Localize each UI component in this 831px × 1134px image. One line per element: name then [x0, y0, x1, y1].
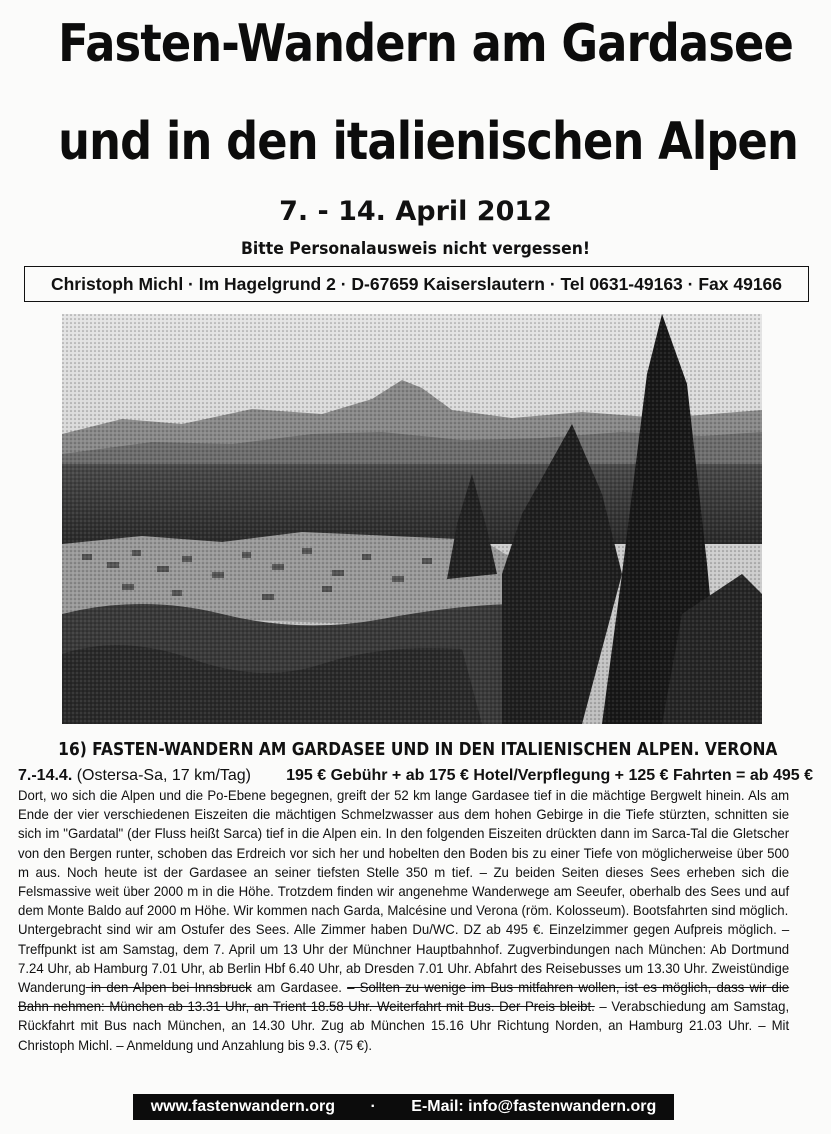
- description-paragraph-2: [18, 920, 789, 1054]
- footer-bar: [133, 1094, 674, 1120]
- title-line-2: und in den italienischen Alpen: [58, 112, 798, 172]
- trip-dates-info: [18, 766, 251, 786]
- para2-part-c: – Verabschiedung am Samstag, Rückfahrt mit Bus nach München, an 14.30 Uhr. Zug ab München 15.16 Uhr Richtung Norden, an Hamburg 21.03 Uhr. – Mit Christoph Michl. – Anmeldung und Anzahlung bis 9.3. (75 €).: [18, 999, 790, 1053]
- price-line: [18, 766, 813, 786]
- trip-prices: 195 € Gebühr + ab 175 € Hotel/Verpflegung + 125 € Fahrten = ab 495 €: [286, 767, 813, 784]
- para2-struck-1: in den Alpen bei Innsbruck: [85, 980, 252, 996]
- contact-text: Christoph Michl · Im Hagelgrund 2 · D-67659 Kaiserslautern · Tel 0631-49163 · Fax 49166: [50, 273, 783, 294]
- trip-date: 7. - 14. April 2012: [279, 196, 552, 227]
- para2-part-a: Untergebracht sind wir am Ostufer des Sees. Alle Zimmer haben Du/WC. DZ ab 495 €. Einzelzimmer gegen Aufpreis möglich. – Treffpunkt ist am Samstag, dem 7. April um 13 Uhr der Münchner Hauptbahnhof. Zugverbindungen nach München: Ab Dortmund 7.24 Uhr, ab Hamburg 7.01 Uhr, ab Berlin Hbf 6.40 Uhr, ab Dresden 7.01 Uhr. Abfahrt des Reisebusses um 13.30 Uhr. Zweistündige Wanderung: [18, 922, 790, 996]
- contact-box: [24, 266, 809, 302]
- landscape-image: [62, 314, 762, 724]
- lake-garda-photo: [62, 314, 762, 724]
- footer-separator: ·: [370, 1098, 376, 1115]
- section-heading: 16) FASTEN-WANDERN AM GARDASEE UND IN DEN ITALIENISCHEN ALPEN. VERONA: [58, 739, 778, 760]
- description-body: [18, 786, 789, 1055]
- title-line-1: Fasten-Wandern am Gardasee: [58, 14, 793, 74]
- website-link[interactable]: www.fastenwandern.org: [150, 1098, 336, 1115]
- trip-dates: 7.-14.4.: [18, 767, 73, 784]
- trip-info: (Ostersa-Sa, 17 km/Tag): [76, 767, 251, 784]
- email-link[interactable]: E-Mail: info@fastenwandern.org: [411, 1098, 657, 1115]
- id-reminder-note: Bitte Personalausweis nicht vergessen!: [241, 239, 590, 259]
- para2-part-b: am Gardasee.: [251, 980, 348, 996]
- para2-struck-2: – Sollten zu wenige im Bus mitfahren wollen, ist es möglich, dass wir die Bahn nehmen: München ab 13.31 Uhr, an Trient 18.58 Uhr. Weiterfahrt mit Bus. Der Preis bleibt.: [18, 980, 790, 1015]
- description-paragraph-1: Dort, wo sich die Alpen und die Po-Ebene begegnen, greift der 52 km lange Gardasee tief in die mächtige Bergwelt hinein. Als am Ende der vier verschiedenen Eiszeiten die mächtigen Schmelzwasser aus dem hohen Gebirge in die Tiefe stürzten, schnitten sie sich im "Gardatal" (der Fluss heißt Sarca) tief in die Alpen ein. In den folgenden Eiszeiten drückten dann im Sarca-Tal die Gletscher von den Bergen runter, schoben das Erdreich vor sich her und hobelten den Boden bis zu einer Tiefe von möglicherweise über 500 m aus. Noch heute ist der Gardasee an seiner tiefsten Stelle 350 m tief. – Zu beiden Seiten dieses Sees erheben sich die Felsmassive weit über 2000 m in die Höhe. Trotzdem finden wir angenehme Wanderwege am Seeufer, oberhalb des Sees und auf dem Monte Baldo auf 2000 m Höhe. Wir kommen nach Garda, Malcésine und Verona (röm. Kolosseum). Bootsfahrten sind möglich.: [18, 788, 790, 919]
